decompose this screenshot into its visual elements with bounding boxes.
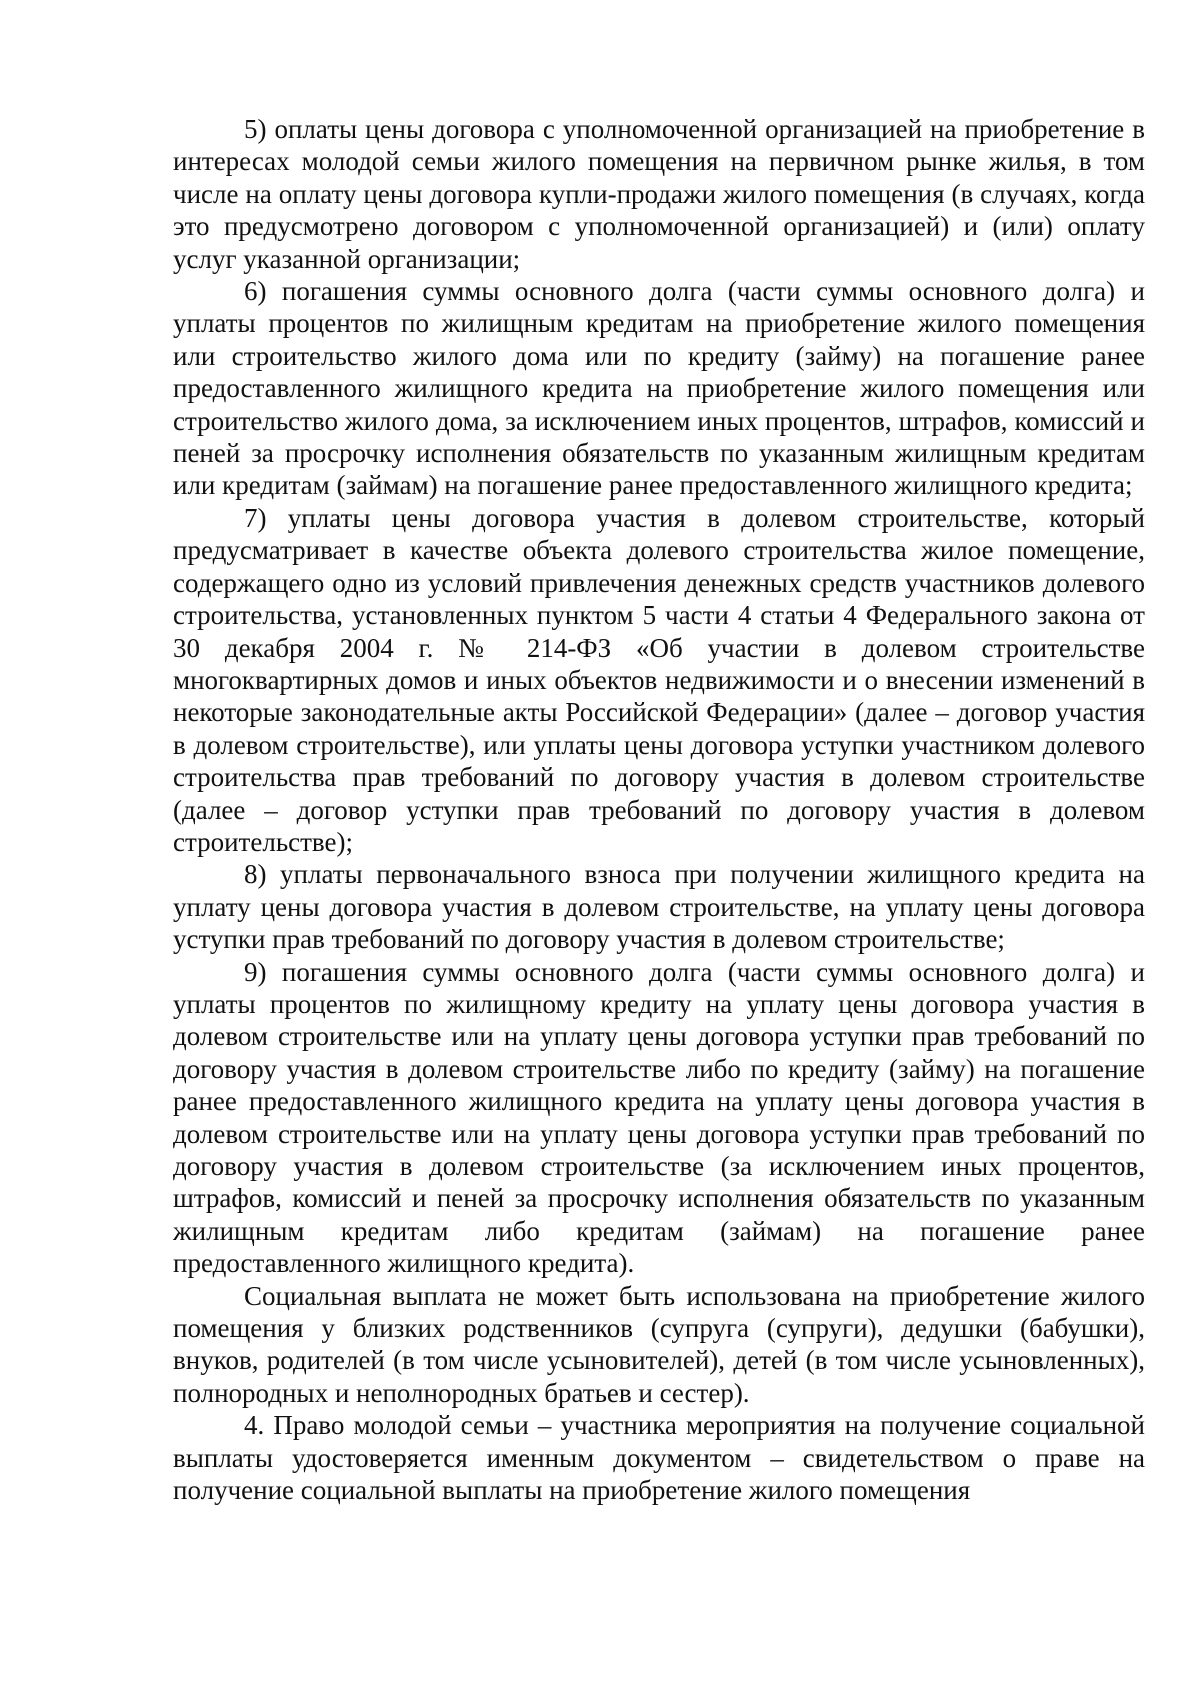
paragraph-item-5: 5) оплаты цены договора с уполномоченной организацией на приобретение в интересах молодой семьи жилого помещения на первичном рынке жилья, в том числе на оплату цены договора купли-продажи жилого помещения (в случаях, когда это предусмотрено договором с уполномоченной организацией) и (или) оплату услуг указанной организации; (173, 114, 1145, 274)
paragraph-item-9: 9) погашения суммы основного долга (части суммы основного долга) и уплаты процентов по жилищному кредиту на уплату цены договора участия в долевом строительстве или на уплату цены договора уступки прав требований по договору участия в долевом строительстве либо по кредиту (займу) на погашение ранее предоставленного жилищного кредита на уплату цены договора участия в долевом строительстве или на уплату цены договора уступки прав требований по договору участия в долевом строительстве (за исключением иных процентов, штрафов, комиссий и пеней за просрочку исполнения обязательств по указанным жилищным кредитам либо кредитам (займам) на погашение ранее предоставленного жилищного кредита). (173, 956, 1145, 1279)
paragraph-item-7: 7) уплаты цены договора участия в долевом строительстве, который предусматривает в качестве объекта долевого строительства жилое помещение, содержащего одно из условий привлечения денежных средств участников долевого строительства, установленных пунктом 5 части 4 статьи 4 Федерального закона от 30 декабря 2004 г. № 214-ФЗ «Об участии в долевом строительстве многоквартирных домов и иных объектов недвижимости и о внесении изменений в некоторые законодательные акты Российской Федерации» (далее – договор участия в долевом строительстве), или уплаты цены договора уступки участником долевого строительства прав требований по договору участия в долевом строительстве (далее – договор уступки прав требований по договору участия в долевом строительстве); (173, 502, 1145, 857)
paragraph-item-6: 6) погашения суммы основного долга (части суммы основного долга) и уплаты процентов по жилищным кредитам на приобретение жилого помещения или строительство жилого дома или по кредиту (займу) на погашение ранее предоставленного жилищного кредита на приобретение жилого помещения или строительство жилого дома, за исключением иных процентов, штрафов, комиссий и пеней за просрочку исполнения обязательств по указанным жилищным кредитам или кредитам (займам) на погашение ранее предоставленного жилищного кредита; (173, 276, 1145, 501)
document-page (173, 113, 1145, 1506)
paragraph-section-4: 4. Право молодой семьи – участника мероприятия на получение социальной выплаты удостоверяется именным документом – свидетельством о праве на получение социальной выплаты на приобретение жилого помещения (173, 1410, 1145, 1506)
paragraph-item-8: 8) уплаты первоначального взноса при получении жилищного кредита на уплату цены договора участия в долевом строительстве, на уплату цены договора уступки прав требований по договору участия в долевом строительстве; (173, 859, 1145, 955)
paragraph-restriction: Социальная выплата не может быть использована на приобретение жилого помещения у близких родственников (супруга (супруги), дедушки (бабушки), внуков, родителей (в том числе усыновителей), детей (в том числе усыновленных), полнородных и неполнородных братьев и сестер). (173, 1280, 1145, 1408)
